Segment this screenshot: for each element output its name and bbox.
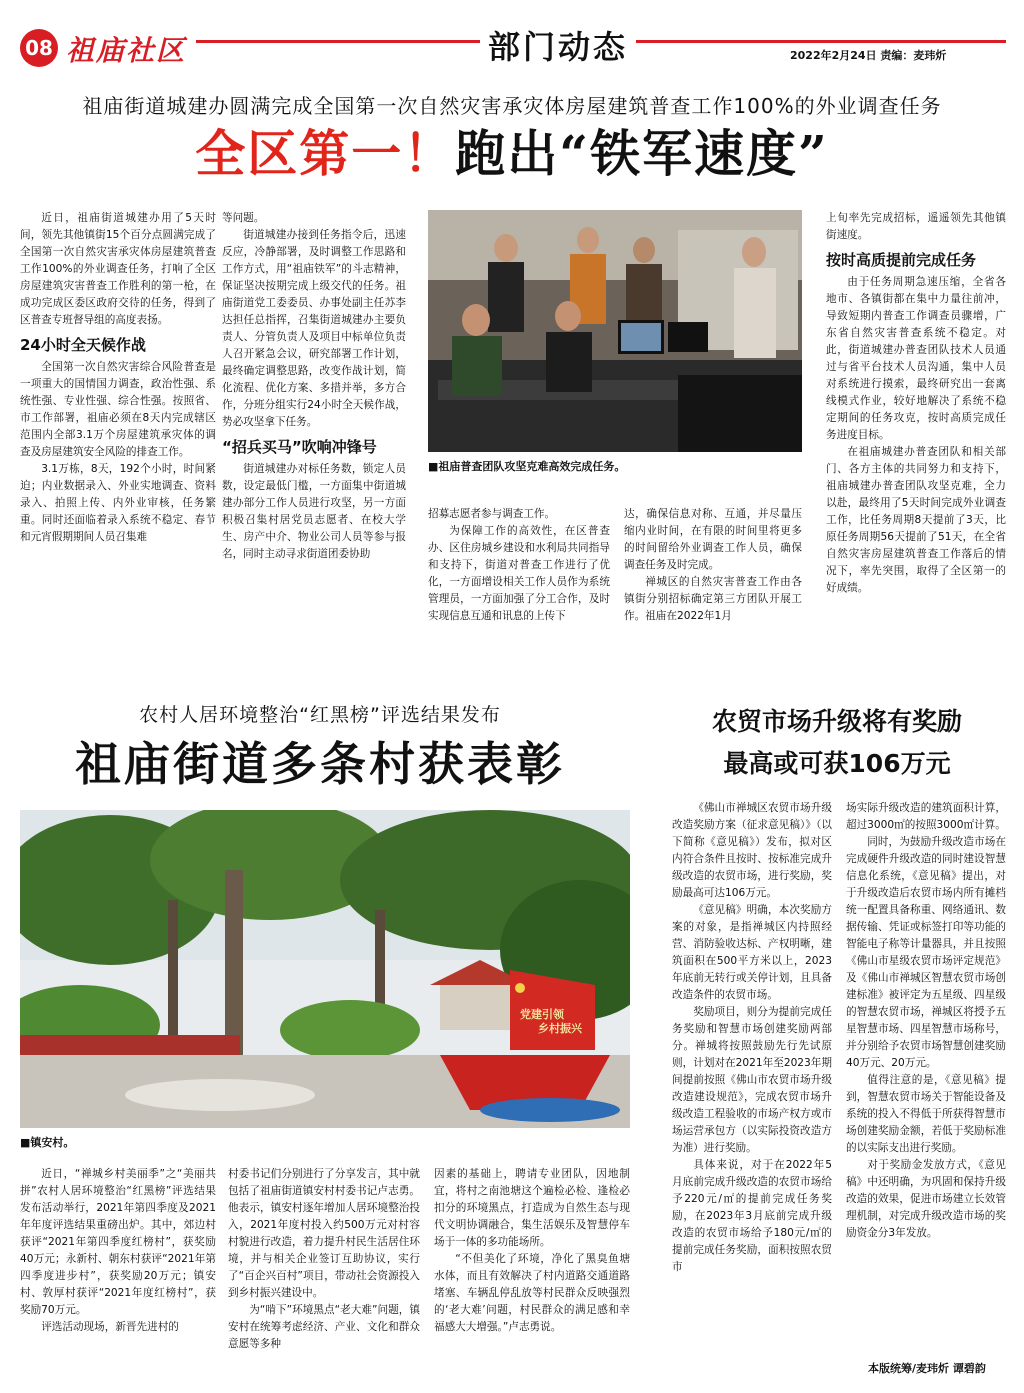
article2-col2-cont: 村委书记们分别进行了分享发言，其中就包括了祖庙街道镇安村村委书记卢志勇。他表示，镇安村逐年增加人居环境整治投入，2021年度村投入约500万元对村容村貌进行改造，着力提升村民生活居住环境，并与相关企业签订互助协议，实行了“百企兴百村”项目，带动社会资源投入到乡村振兴建设中。 xyxy=(228,1168,420,1299)
article2-col1-p1: 近日，“禅城乡村美丽季”之“美丽共拼”农村人居环境整治“红黑榜”评选结果发布活动举行，2021年第四季度及2021年年度评选结果重磅出炉。其中，郊边村获评“2021年第四季度红榜村”，获奖励40万元；永新村、朝东村获评“2021年第四季度进步村”，获奖励20万元；镇安村、敦厚村获评“2021年度红榜村”，获奖励70万元。 xyxy=(20,1168,216,1316)
article2-col2-p1: 为“啃下”环境黑点“老大难”问题，镇安村在统筹考虑经济、产业、文化和群众意愿等多种 xyxy=(228,1304,420,1350)
lead-col5-p2: 在祖庙城建办普查团队和相关部门、各方主体的共同努力和支持下，祖庙城建办普查团队攻坚克难，全力以赴，最终用了5天时间完成外业调查工作，比任务周期8天提前了3天，比原任务周期56天提前了51天，在全省自然灾害房屋建筑普查工作落后的情况下，率先突围，取得了全区第一的好成绩。 xyxy=(826,446,1006,594)
article2-photo-caption: ■镇安村。 xyxy=(20,1136,75,1149)
photo-sign-line1: 党建引领 xyxy=(520,1008,564,1021)
lead-col-2 xyxy=(222,210,406,563)
lead-col1-p3: 3.1万栋，8天，192个小时，时间紧迫；内业数据录入、外业实地调查、资料录入、拍照上传、内外业审核，任务繁重。同时还面临着录入系统不稳定、春节和元宵假期期间人员召集难 xyxy=(20,463,216,543)
article3-col2-p3: 对于奖励金发放方式，《意见稿》中还明确，为巩固和保持升级改造的效果，促进市场建立长效管理机制，对完成升级改造市场的奖励资金分3年发放。 xyxy=(846,1159,1006,1239)
lead-col2-p1: 街道城建办接到任务指令后，迅速反应，冷静部署，及时调整工作思路和工作方式，用“祖庙铁军”的斗志精神，保证坚决按期完成上级交代的任务。祖庙街道党工委委员、办事处副主任苏李达担任总指挥，召集街道城建办主要负责人、分管负责人及项目中标单位负责人召开紧急会议，研究部署工作计划，最终确定调整思路，改变作战计划，简化流程、优化方案、多措并举，多方合作，分班分组实行24小时全天候作战，势必攻坚拿下任务。 xyxy=(222,229,406,428)
village-park-illustration xyxy=(20,810,630,1128)
lead-title-black: 跑出“铁军速度” xyxy=(455,124,829,183)
article2-col-3 xyxy=(434,1166,630,1336)
lead-col1-p2: 全国第一次自然灾害综合风险普查是一项重大的国情国力调查，政治性强、系统性强、专业性强、综合性强。按照省、市工作部署，祖庙必须在8天内完成辖区范围内全部3.1万个房屋建筑承灾体的调查及房屋建筑安全风险的排查工作。 xyxy=(20,361,216,458)
lead-col-5 xyxy=(826,210,1006,597)
article3-col2-p2: 值得注意的是，《意见稿》提到，智慧农贸市场关于智能设备及系统的投入不得低于所获得智慧市场创建奖励金额，若低于奖励标准的以实际支出进行奖励。 xyxy=(846,1074,1006,1154)
lead-col2-cont: 等问题。 xyxy=(222,212,265,224)
article2-subtitle: 农村人居环境整治“红黑榜”评选结果发布 xyxy=(139,704,501,726)
article2-col-1 xyxy=(20,1166,216,1336)
header-rule-right xyxy=(636,40,1006,43)
article2-col-2 xyxy=(228,1166,420,1353)
lead-photo-caption: ■祖庙普查团队攻坚克难高效完成任务。 xyxy=(428,460,626,473)
article3-col1-p3: 奖励项目，则分为提前完成任务奖励和智慧市场创建奖励两部分。禅城将按照鼓励先行先试原则，计划对在2021年至2023年期间提前按照《佛山市农贸市场升级改造建设规范》，完成农贸市场升级改造工程验收的市场产权方或市场运营承包方（以实际投资改造方为准）进行奖励。 xyxy=(672,1006,832,1154)
lead-title-red: 全区第一！ xyxy=(195,124,456,183)
article3-col1-p4: 具体来说，对于在2022年5月底前完成升级改造的农贸市场给予220元/㎡的提前完成任务奖励，在2023年3月底前完成升级改造的农贸市场给予180元/㎡的提前完成任务奖励，面积按照农贸市 xyxy=(672,1159,832,1273)
lead-title xyxy=(0,114,1024,186)
lead-col-1 xyxy=(20,210,216,546)
lead-col5-p1: 由于任务周期急速压缩，全省各地市、各镇街都在集中力量往前冲，导致短期内普查工作调查员骤增，广东省自然灾害普查系统不稳定。对此，街道城建办普查团队技术人员通过与省平台技术人员沟通，集中人员对系统进行摸索，最终研究出一套离线模式作业，较好地解决了系统不稳定期间的任务攻克，按时高质完成任务进度目标。 xyxy=(826,276,1006,441)
photo-sign-line2: 乡村振兴 xyxy=(538,1022,582,1035)
lead-col-4 xyxy=(624,506,802,625)
article3-col1-p2: 《意见稿》明确，本次奖励方案的对象，是指禅城区内持照经营、消防验收达标、产权明晰，建筑面积在500平方米以上，2023年底前无转行或关停计划，且具备改造条件的农贸市场。 xyxy=(672,904,832,1001)
lead-photo xyxy=(428,210,802,452)
article3-col-1 xyxy=(672,800,832,1276)
page-credit: 本版统筹/麦玮炘 谭碧韵 xyxy=(868,1362,986,1375)
section-title: 部门动态 xyxy=(488,28,629,66)
article3-col1-p1: 《佛山市禅城区农贸市场升级改造奖励方案（征求意见稿）》（以下简称《意见稿》）发布，拟对区内符合条件且按时、按标准完成升级改造的农贸市场，进行奖励，奖励最高可达106万元。 xyxy=(672,802,832,899)
article3-col-2 xyxy=(846,800,1006,1242)
article2-col3-p1: “不但美化了环境，净化了黑臭鱼塘水体，而且有效解决了村内道路交通道路堵塞、车辆乱停乱放等村民群众反映强烈的‘老大难’问题，村民群众的满足感和幸福感大大增强。”卢志勇说。 xyxy=(434,1253,630,1333)
lead-col4-cont: 达，确保信息对称、互通，并尽量压缩内业时间，在有限的时间里将更多的时间留给外业调查工作人员，确保调查任务及时完成。 xyxy=(624,508,802,571)
article3-title-line1: 农贸市场升级将有奖励 xyxy=(711,707,962,736)
lead-col5-cont: 上旬率先完成招标，遥遥领先其他镇街速度。 xyxy=(826,212,1006,241)
article3-col2-cont: 场实际升级改造的建筑面积计算，超过3000㎡的按照3000㎡计算。 xyxy=(846,802,1006,831)
lead-col1-intro: 近日，祖庙街道城建办用了5天时间，领先其他镇街15个百分点圆满完成了全国第一次自然灾害承灾体房屋建筑普查工作100%的外业调查任务，打响了全区房屋建筑灾害普查工作胜利的第一枪，在成功完成区委区政府交待的任务，得到了区普查专班督导组的高度表扬。 xyxy=(20,212,216,326)
lead-heading-2: “招兵买马”吹响冲锋号 xyxy=(222,438,377,456)
lead-col3-p1: 为保障工作的高效性，在区普查办、区住房城乡建设和水利局共同指导和支持下，街道对普查工作进行了优化，一方面增设相关工作人员作为系统管理员，一方面加强了分工合作，及时实现信息互通和讯息的上传下 xyxy=(428,525,610,622)
lead-heading-1: 24小时全天候作战 xyxy=(20,336,146,354)
article3-col2-p1: 同时，为鼓励升级改造市场在完成硬件升级改造的同时建设智慧信息化系统，《意见稿》提出，对于升级改造后农贸市场内所有摊档统一配置具备称重、网络通讯、数据传输、凭证或标签打印等功能的智能电子称等计量器具，并且按照《佛山市星级农贸市场评定规范》及《佛山市禅城区智慧农贸市场创建标准》被评定为五星级、四星级的智慧农贸市场，禅城区将授予五星智慧市场、四星智慧市场称号，并分别给予农贸市场智慧创建奖励40万元、20万元。 xyxy=(846,836,1006,1069)
lead-col4-p1: 禅城区的自然灾害普查工作由各镇街分别招标确定第三方团队开展工作。祖庙在2022年1月 xyxy=(624,576,802,622)
article3-title-line2: 最高或可获106万元 xyxy=(723,749,951,778)
date-editor: 2022年2月24日 责编：麦玮炘 xyxy=(790,49,947,62)
photo-sign xyxy=(520,1008,582,1036)
page-number-badge: 08 xyxy=(20,29,58,67)
lead-subtitle: 祖庙街道城建办圆满完成全国第一次自然灾害承灾体房屋建筑普查工作100%的外业调查任务 xyxy=(82,94,942,118)
lead-col2-p2: 街道城建办对标任务数，锁定人员数，设定最低门槛，一方面集中街道城建办部分工作人员进行攻坚，另一方面积极召集村居党员志愿者、在校大学生、房产中介、物业公司人员等参与报名，同时主动寻求街道团委协助 xyxy=(222,463,406,560)
lead-col-3 xyxy=(428,506,610,625)
article2-photo xyxy=(20,810,630,1128)
office-photo-illustration xyxy=(428,210,802,452)
lead-heading-3: 按时高质提前完成任务 xyxy=(826,251,977,269)
article2-title: 祖庙街道多条村获表彰 xyxy=(75,737,565,791)
header-rule-left xyxy=(196,40,480,43)
lead-col3-cont: 招募志愿者参与调查工作。 xyxy=(428,508,556,520)
article2-col1-p2: 评选活动现场，新晋先进村的 xyxy=(41,1321,179,1333)
article2-col3-cont: 因素的基础上，聘请专业团队，因地制宜，将村之南池塘这个遍检必检、逢检必扣分的环境黑点，打造成为自然生态与现代文明协调融合，集生活娱乐及智慧停车场于一体的多功能场所。 xyxy=(434,1168,630,1248)
brand-name: 祖庙社区 xyxy=(66,34,187,67)
